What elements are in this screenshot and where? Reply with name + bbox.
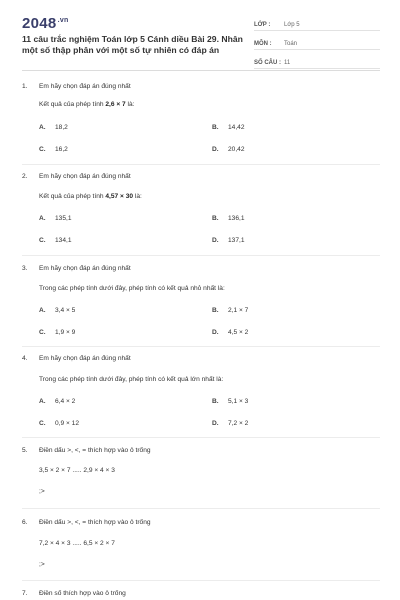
stem-suffix: là:: [133, 193, 142, 200]
option-b[interactable]: [212, 215, 245, 222]
question-divider: [22, 346, 380, 347]
question-prompt: Em hãy chọn đáp án đúng nhất: [39, 173, 131, 180]
option-c[interactable]: [39, 420, 79, 427]
question-number: 1.: [22, 83, 28, 90]
option-letter: B.: [212, 215, 219, 222]
option-text: 134,1: [55, 237, 72, 244]
stem-expression: 2,6 × 7: [105, 101, 126, 108]
question-number: 4.: [22, 355, 28, 362]
option-letter: B.: [212, 307, 219, 314]
option-letter: B.: [212, 124, 219, 131]
option-letter: D.: [212, 237, 219, 244]
question-divider: [22, 255, 380, 256]
option-b[interactable]: [212, 307, 248, 314]
option-letter: C.: [39, 329, 46, 336]
option-a[interactable]: [39, 215, 72, 222]
option-text: 7,2 × 2: [228, 420, 249, 427]
option-text: 135,1: [55, 215, 72, 222]
option-letter: A.: [39, 124, 46, 131]
meta-panel: [254, 15, 380, 72]
option-text: 2,1 × 7: [228, 307, 249, 314]
question-prompt: Điền dấu >, <, = thích hợp vào ô trống: [39, 447, 151, 454]
question-prompt: Em hãy chọn đáp án đúng nhất: [39, 355, 131, 362]
question-number: 6.: [22, 519, 28, 526]
logo-text: 2048: [22, 15, 57, 32]
question-divider: [22, 580, 380, 581]
stem-text: Kết quả của phép tính: [39, 193, 106, 200]
option-letter: A.: [39, 215, 46, 222]
question-stem: 7,2 × 4 × 3 ..... 6,5 × 2 × 7: [39, 540, 115, 547]
meta-class-label: LỚP :: [254, 22, 271, 28]
option-letter: D.: [212, 329, 219, 336]
option-text: 6,4 × 2: [55, 398, 76, 405]
answer-text: ;>: [39, 561, 45, 568]
question-divider: [22, 164, 380, 165]
option-d[interactable]: [212, 146, 245, 153]
option-letter: B.: [212, 398, 219, 405]
question-stem: Trong các phép tính dưới đây, phép tính có kết quả nhỏ nhất là:: [39, 285, 225, 292]
meta-count-value: 11: [284, 60, 291, 66]
site-logo[interactable]: [22, 15, 69, 32]
stem-text: Kết quả của phép tính: [39, 101, 106, 108]
question-number: 2.: [22, 173, 28, 180]
option-d[interactable]: [212, 329, 248, 336]
question-number: 5.: [22, 447, 28, 454]
option-text: 16,2: [55, 146, 68, 153]
question-stem: 3,5 × 2 × 7 ..... 2,9 × 4 × 3: [39, 467, 115, 474]
option-d[interactable]: [212, 420, 248, 427]
meta-subject-row: [254, 34, 380, 50]
document-title: 11 câu trắc nghiệm Toán lớp 5 Cánh diều Bài 29. Nhân một số thập phân với một số tự nhiên có đáp án: [22, 34, 243, 55]
header-divider: [22, 70, 380, 71]
stem-suffix: là:: [125, 101, 135, 108]
meta-subject-value: Toán: [284, 41, 298, 47]
question-stem: [39, 101, 135, 108]
option-letter: D.: [212, 420, 219, 427]
option-b[interactable]: [212, 124, 245, 131]
option-text: 1,9 × 9: [55, 329, 76, 336]
option-letter: C.: [39, 146, 46, 153]
question-divider: [22, 508, 380, 509]
option-c[interactable]: [39, 146, 68, 153]
question-stem: [39, 193, 142, 200]
meta-class-row: [254, 15, 380, 31]
question-number: 3.: [22, 265, 28, 272]
option-letter: C.: [39, 237, 46, 244]
option-a[interactable]: [39, 124, 68, 131]
option-text: 5,1 × 3: [228, 398, 249, 405]
question-prompt: Điền dấu >, <, = thích hợp vào ô trống: [39, 519, 151, 526]
meta-count-label: SỐ CÂU :: [254, 60, 281, 66]
question-prompt: Điền số thích hợp vào ô trống: [39, 590, 126, 597]
option-a[interactable]: [39, 398, 75, 405]
option-c[interactable]: [39, 237, 72, 244]
question-prompt: Em hãy chọn đáp án đúng nhất: [39, 83, 131, 90]
option-letter: D.: [212, 146, 219, 153]
meta-class-value: Lớp 5: [284, 22, 300, 28]
option-text: 0,9 × 12: [55, 420, 80, 427]
option-text: 14,42: [228, 124, 245, 131]
meta-subject-label: MÔN :: [254, 41, 272, 47]
option-text: 18,2: [55, 124, 68, 131]
question-divider: [22, 437, 380, 438]
stem-expression: 4,57 × 30: [105, 193, 134, 200]
question-prompt: Em hãy chọn đáp án đúng nhất: [39, 265, 131, 272]
option-b[interactable]: [212, 398, 248, 405]
question-stem: Trong các phép tính dưới đây, phép tính có kết quả lớn nhất là:: [39, 376, 224, 383]
option-text: 137,1: [228, 237, 245, 244]
option-text: 136,1: [228, 215, 245, 222]
option-d[interactable]: [212, 237, 245, 244]
option-text: 4,5 × 2: [228, 329, 249, 336]
option-c[interactable]: [39, 329, 75, 336]
logo-suffix: .vn: [57, 17, 69, 24]
option-text: 3,4 × 5: [55, 307, 76, 314]
option-a[interactable]: [39, 307, 75, 314]
option-letter: A.: [39, 307, 46, 314]
answer-text: ;>: [39, 488, 45, 495]
option-letter: C.: [39, 420, 46, 427]
meta-count-row: [254, 53, 380, 69]
question-number: 7.: [22, 590, 28, 597]
option-text: 20,42: [228, 146, 245, 153]
option-letter: A.: [39, 398, 46, 405]
